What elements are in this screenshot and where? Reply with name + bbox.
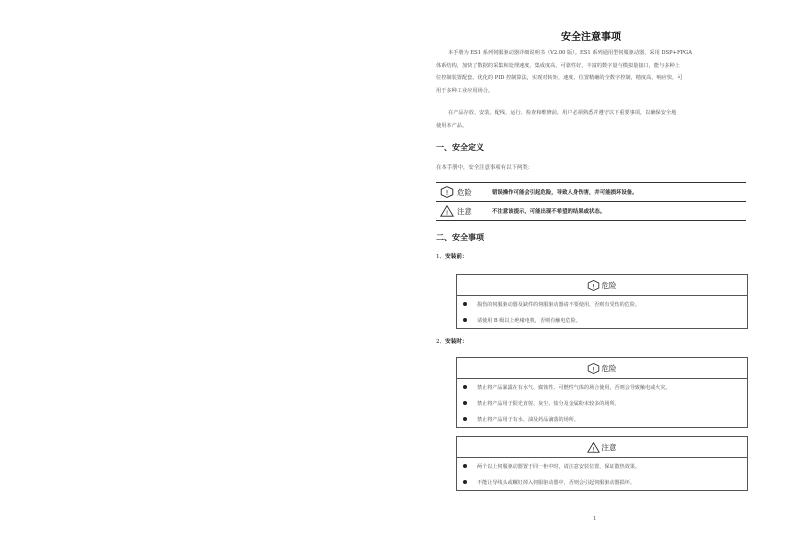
bullet-icon <box>463 302 467 306</box>
section-heading-safety-items: 二、安全事项 <box>436 233 484 242</box>
definition-row-danger <box>436 183 746 201</box>
subheading-before-installation: 1、安装前： <box>436 254 468 260</box>
page-title: 安全注意事项 <box>561 32 621 43</box>
danger-icon <box>440 186 454 198</box>
caution-icon <box>587 442 600 453</box>
list-item: 禁止将产品用于有水、油及药品滴落的场所。 <box>457 411 747 427</box>
bullet-icon <box>463 464 467 468</box>
svg-text:!: ! <box>445 189 449 197</box>
danger-icon <box>587 280 600 291</box>
danger-definition: 错误操作可能会引起危险，导致人身伤害，并可能损坏设备。 <box>492 190 638 196</box>
danger-box-before-installation <box>456 274 748 329</box>
bullet-icon <box>463 480 467 484</box>
intro-paragraph <box>436 47 745 97</box>
usage-paragraph <box>436 107 745 132</box>
bullet-icon <box>463 385 467 389</box>
paragraph-line: 位控制装置配套。优化的 PID 控制算法，实现对转矩、速度、位置精确的全数字控制，精度高、响应快，可 <box>436 75 683 81</box>
bullet-icon <box>463 318 467 322</box>
box-title: 危险 <box>601 280 617 290</box>
paragraph-line: 在产品存放、安装、配线、运行、检查和维修前，用户必须熟悉并遵守以下重要事项，以确保安全地 <box>448 110 677 116</box>
paragraph-line: 用于多种工业应用场合。 <box>436 87 494 94</box>
box-title: 危险 <box>601 363 617 373</box>
bullet-icon <box>463 417 467 421</box>
caution-definition: 不注意该提示，可能出现不希望的结果或状态。 <box>492 209 606 215</box>
danger-box-during-installation <box>456 357 748 428</box>
svg-text:!: ! <box>592 364 596 373</box>
list-item: 不能让导线头或螺钉掉入伺服驱动器中，否则会引起伺服驱动器损坏。 <box>457 474 747 490</box>
paragraph-line: 本手册为 ES1 系列伺服驱动器详细说明书（V2.00 版）。ES1 系列通用型伺服驱动器，采用 DSP+FPGA <box>448 50 692 56</box>
list-item: 两个以上伺服驱动器置于同一柜中时，请注意安装位置，保证散热效果。 <box>457 458 747 474</box>
caution-label: 注意 <box>457 206 472 216</box>
page-number: 1 <box>593 516 597 522</box>
danger-label: 危险 <box>457 187 472 197</box>
paragraph-line: 使用本产品。 <box>436 122 468 129</box>
list-item: 损伤的伺服驱动器及缺件的伺服驱动器请不要使用，否则有受伤的危险。 <box>457 296 747 312</box>
caution-icon <box>440 205 454 217</box>
box-title: 注意 <box>601 442 617 452</box>
svg-text:!: ! <box>592 281 596 290</box>
paragraph-line: 体系结构，加快了数据的采集和处理速度，集成度高、可靠性好，丰富的数字量与模拟量接口，能与多种上 <box>436 62 680 69</box>
caution-box-during-installation <box>456 436 748 491</box>
subheading-during-installation: 2、安装时： <box>436 339 468 345</box>
svg-text:!: ! <box>445 209 449 217</box>
definitions-intro: 在本手册中，安全注意事项有以下两类： <box>436 165 534 171</box>
section-heading-definitions: 一、安全定义 <box>436 143 484 152</box>
list-item: 禁止将产品暴露在有水气、腐蚀性、可燃性气体的场合使用，否则会导致触电或火灾。 <box>457 379 747 395</box>
list-item: 请使用 B 级以上绝缘电机，否则有触电危险。 <box>457 312 747 328</box>
danger-icon <box>587 363 600 374</box>
svg-text:!: ! <box>592 445 596 453</box>
bullet-icon <box>463 401 467 405</box>
list-item: 禁止将产品用于阳光直射、灰尘、盐分及金属粉末较多的场所。 <box>457 395 747 411</box>
safety-definition-table <box>436 182 746 221</box>
definition-row-caution <box>436 201 746 220</box>
